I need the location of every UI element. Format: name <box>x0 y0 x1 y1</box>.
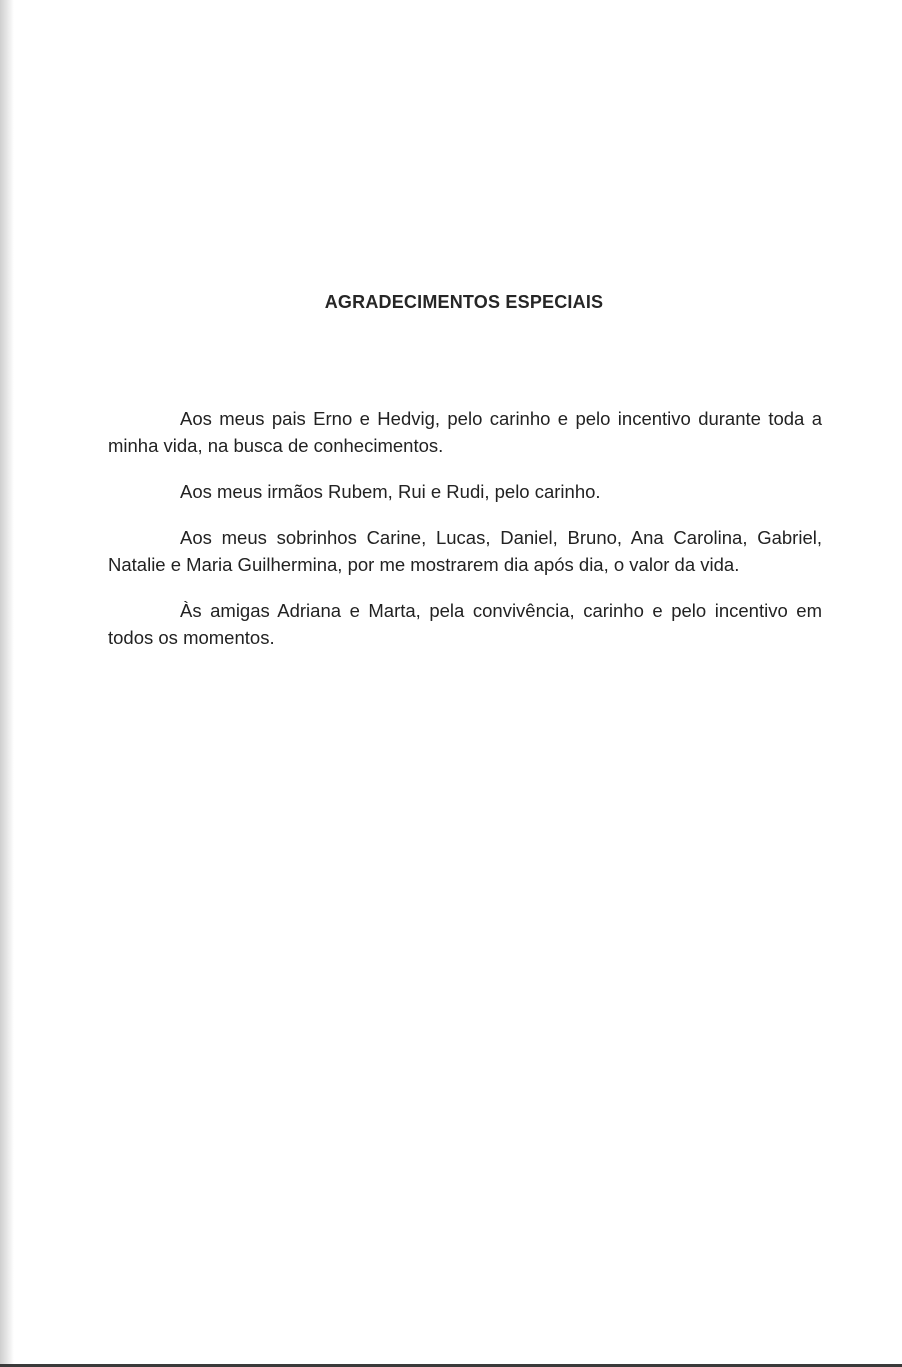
paragraph-siblings: Aos meus irmãos Rubem, Rui e Rudi, pelo carinho. <box>180 481 601 502</box>
page-title: AGRADECIMENTOS ESPECIAIS <box>324 292 604 312</box>
paragraph-friends: Às amigas Adriana e Marta, pela convivência, carinho e pelo incentivo em todos os momentos. <box>108 600 822 648</box>
paragraph-nephews: Aos meus sobrinhos Carine, Lucas, Daniel, Bruno, Ana Carolina, Gabriel, Natalie e Maria Guilhermina, por me mostrarem dia após dia, o valor da vida. <box>108 527 822 575</box>
scan-edge-shadow <box>0 0 14 1367</box>
acknowledgements-body <box>108 405 822 670</box>
paragraph-parents: Aos meus pais Erno e Hedvig, pelo carinho e pelo incentivo durante toda a minha vida, na busca de conhecimentos. <box>108 408 822 456</box>
